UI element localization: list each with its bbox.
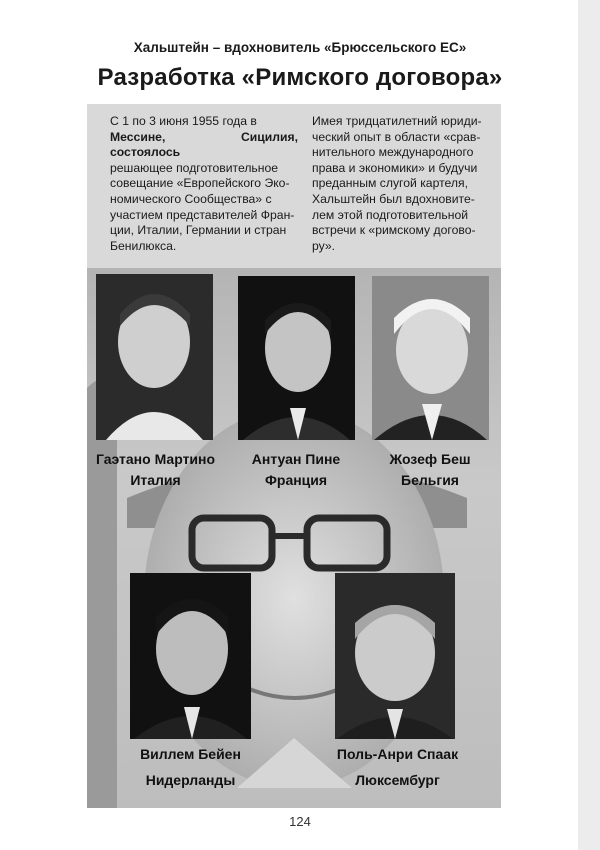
- text-line: преданным слугой картеля,: [312, 176, 469, 191]
- person-name: Гаэтано Мартино: [95, 451, 216, 467]
- text-line: решающее подготовительное: [110, 160, 279, 175]
- text-block: [87, 104, 501, 268]
- page-edge-strip: [578, 0, 600, 850]
- text-line: ческий опыт в области «срав-: [312, 129, 481, 144]
- text-line-bold: Мессине, Сицилия, состоялось: [110, 129, 298, 160]
- person-name: Виллем Бейен: [140, 746, 241, 762]
- text-column-left: [110, 114, 298, 254]
- portrait-image: [238, 276, 355, 440]
- person-country: Люксембург: [355, 772, 440, 788]
- person-country: Бельгия: [401, 472, 459, 488]
- text-line: совещание «Европейского Эко-: [110, 176, 290, 191]
- text-line: лем этой подготовительной: [312, 207, 469, 222]
- person-name: Жозеф Беш: [389, 451, 471, 467]
- text-line: Бенилюкса.: [110, 238, 177, 253]
- portrait-image: [130, 573, 251, 739]
- person-country: Италия: [130, 472, 181, 488]
- person-country: Нидерланды: [145, 772, 236, 788]
- text-column-right: [312, 114, 500, 254]
- text-line: участием представителей Фран-: [110, 207, 295, 222]
- text-line: встречи к «римскому догово-: [312, 223, 476, 238]
- text-line: ции, Италии, Германии и стран: [110, 223, 287, 238]
- text-line: нительного международного: [312, 145, 474, 160]
- page-title: Разработка «Римского договора»: [97, 64, 503, 91]
- text-line: номического Сообщества» с: [110, 191, 272, 206]
- person-name: Антуан Пине: [251, 451, 341, 467]
- portrait-image: [372, 276, 489, 440]
- text-line: ру».: [312, 238, 336, 253]
- text-line: права и экономики» и будучи: [312, 160, 478, 175]
- text-line: [110, 130, 298, 161]
- photo-joseph-bech: [372, 276, 489, 440]
- page-number: 124: [289, 814, 311, 829]
- person-country: Франция: [264, 472, 328, 488]
- photo-antoine-pinay: [238, 276, 355, 440]
- text-line: С 1 по 3 июня 1955 года в: [110, 114, 257, 128]
- portrait-image: [96, 274, 213, 440]
- person-name: Поль-Анри Спаак: [336, 746, 459, 762]
- text-line: Хальштейн был вдохновите-: [312, 191, 475, 206]
- portrait-image: [335, 573, 455, 739]
- text-line: Имея тридцатилетний юриди-: [312, 114, 482, 128]
- photo-gaetano-martino: [96, 274, 213, 440]
- running-header: Хальштейн – вдохновитель «Брюссельского ЕС»: [133, 40, 467, 55]
- photo-willem-beyen: [130, 573, 251, 739]
- photo-paul-henri-spaak: [335, 573, 455, 739]
